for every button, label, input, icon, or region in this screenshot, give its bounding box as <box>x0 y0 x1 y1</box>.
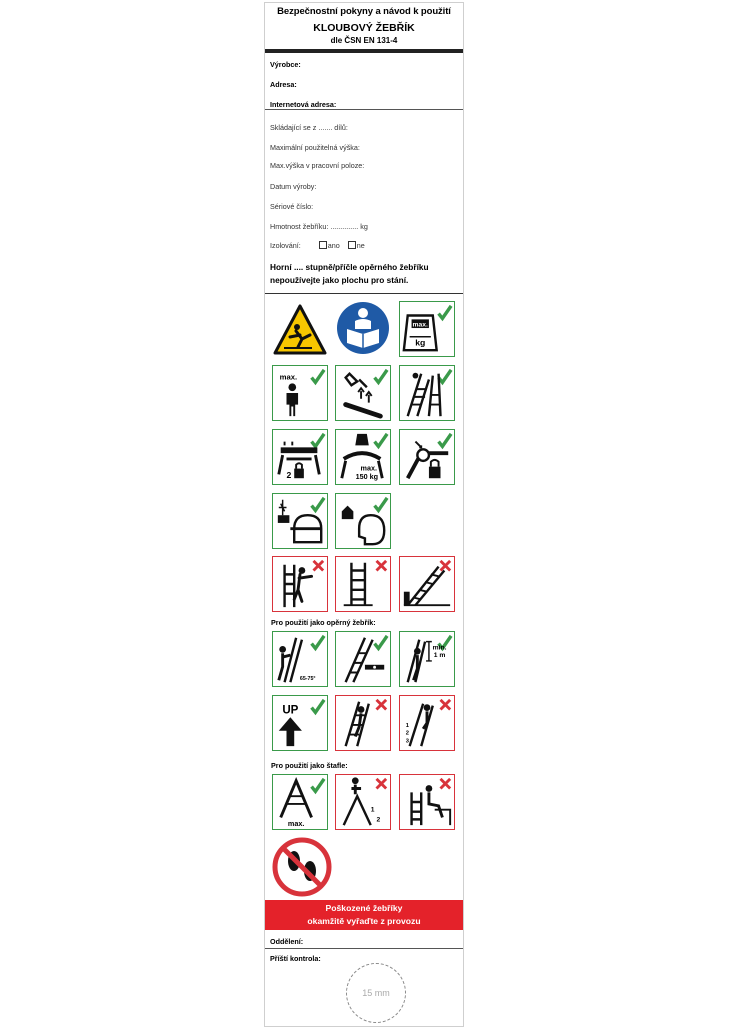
no-standing-prohibition-icon <box>272 837 332 897</box>
icon-two-text: 2 <box>286 470 292 481</box>
date-field: Datum výroby: <box>270 182 317 191</box>
header-divider <box>265 49 463 53</box>
one-person-max-icon <box>272 365 328 421</box>
damaged-ladder-banner <box>265 900 463 930</box>
work-height-field: Max.výška v pracovní poloze: <box>270 161 365 170</box>
next-check-field: Příští kontrola: <box>270 954 321 963</box>
stable-ground-ok-icon <box>335 493 391 549</box>
banner-line-2: okamžitě vyřaďte z provozu <box>307 916 421 926</box>
no-side-exit-icon <box>335 556 391 612</box>
insulated-yes-checkbox[interactable] <box>319 241 327 249</box>
top-step-warning <box>270 261 429 287</box>
no-top-step-stepladder-icon <box>335 774 391 830</box>
section-leaning-ladder: Pro použití jako opěrný žebřík: <box>271 618 376 627</box>
correct-direction-up-ok-icon <box>272 695 328 751</box>
inspection-stamp-area: 15 mm <box>346 963 406 1023</box>
divider <box>265 109 463 110</box>
insulated-no-label: ne <box>356 241 365 250</box>
banner-line-1: Poškozené žebříky <box>325 903 403 913</box>
overhang-min-1m-ok-icon <box>399 631 455 687</box>
insulated-field <box>270 241 365 250</box>
max-load-150kg-icon <box>335 429 391 485</box>
max-weight-ok-icon <box>399 301 455 357</box>
icon-angle-text: 65-75° <box>299 676 316 683</box>
fall-hazard-warning-icon <box>272 301 328 357</box>
icon-max-text: max. <box>287 819 305 829</box>
warning-line-1: Horní .... stupně/příčle opěrného žebříku <box>270 262 429 272</box>
icon-one-text: 1 <box>370 806 375 814</box>
web-field: Internetová adresa: <box>270 100 337 109</box>
max-height-field: Maximální použitelná výška: <box>270 143 360 152</box>
maker-field: Výrobce: <box>270 60 301 69</box>
icon-up-text: UP <box>282 704 299 717</box>
serial-field: Sériové číslo: <box>270 202 314 211</box>
icon-max-text: max. <box>279 372 298 382</box>
weight-field: Hmotnost žebříku: .............. kg <box>270 222 368 231</box>
no-electric-hazard-ok-icon <box>272 493 328 549</box>
ladder-safety-label <box>264 2 464 1027</box>
insulated-no-checkbox[interactable] <box>348 241 356 249</box>
icon-min-value: 1 m <box>433 652 446 660</box>
parts-field: Skládající se z ....... dílů: <box>270 123 348 132</box>
address-field: Adresa: <box>270 80 297 89</box>
level-ground-ok-icon <box>335 631 391 687</box>
icon-load-value: 150 kg <box>355 472 379 482</box>
warning-line-2: nepoužívejte jako plochu pro stání. <box>270 275 409 285</box>
stepladder-max-height-ok-icon <box>272 774 328 830</box>
insulated-label: Izolování: <box>270 241 301 250</box>
insulated-yes-label: ano <box>327 241 340 250</box>
section-stepladder: Pro použití jako štafle: <box>271 761 348 770</box>
no-stepping-off-icon <box>399 774 455 830</box>
icon-min-text: min. <box>432 644 447 652</box>
icon-step2-text: 2 <box>376 816 381 824</box>
header <box>265 3 463 45</box>
icon-two-text: 2 <box>405 730 410 737</box>
icon-kg-text: kg <box>415 337 426 348</box>
product-name: KLOUBOVÝ ŽEBŘÍK <box>313 22 415 34</box>
department-field: Oddělení: <box>270 937 304 946</box>
divider <box>265 293 463 294</box>
icon-max-text: max. <box>412 321 428 329</box>
no-overreaching-icon <box>272 556 328 612</box>
platform-lock-ok-icon <box>272 429 328 485</box>
no-top-steps-icon <box>399 695 455 751</box>
standard: dle ČSN EN 131-4 <box>330 36 398 45</box>
carry-ladder-ok-icon <box>335 365 391 421</box>
icon-one-text: 1 <box>405 722 410 729</box>
icon-three-text: 3 <box>405 738 410 745</box>
no-flat-angle-icon <box>399 556 455 612</box>
icon-load-text: max. <box>360 463 378 473</box>
read-manual-icon <box>335 299 391 355</box>
divider <box>265 948 463 949</box>
correct-angle-ok-icon <box>272 631 328 687</box>
hinge-lock-ok-icon <box>399 429 455 485</box>
no-standing-backwards-icon <box>335 695 391 751</box>
ladder-joint-ok-icon <box>399 365 455 421</box>
header-title: Bezpečnostní pokyny a návod k použití <box>277 6 451 17</box>
